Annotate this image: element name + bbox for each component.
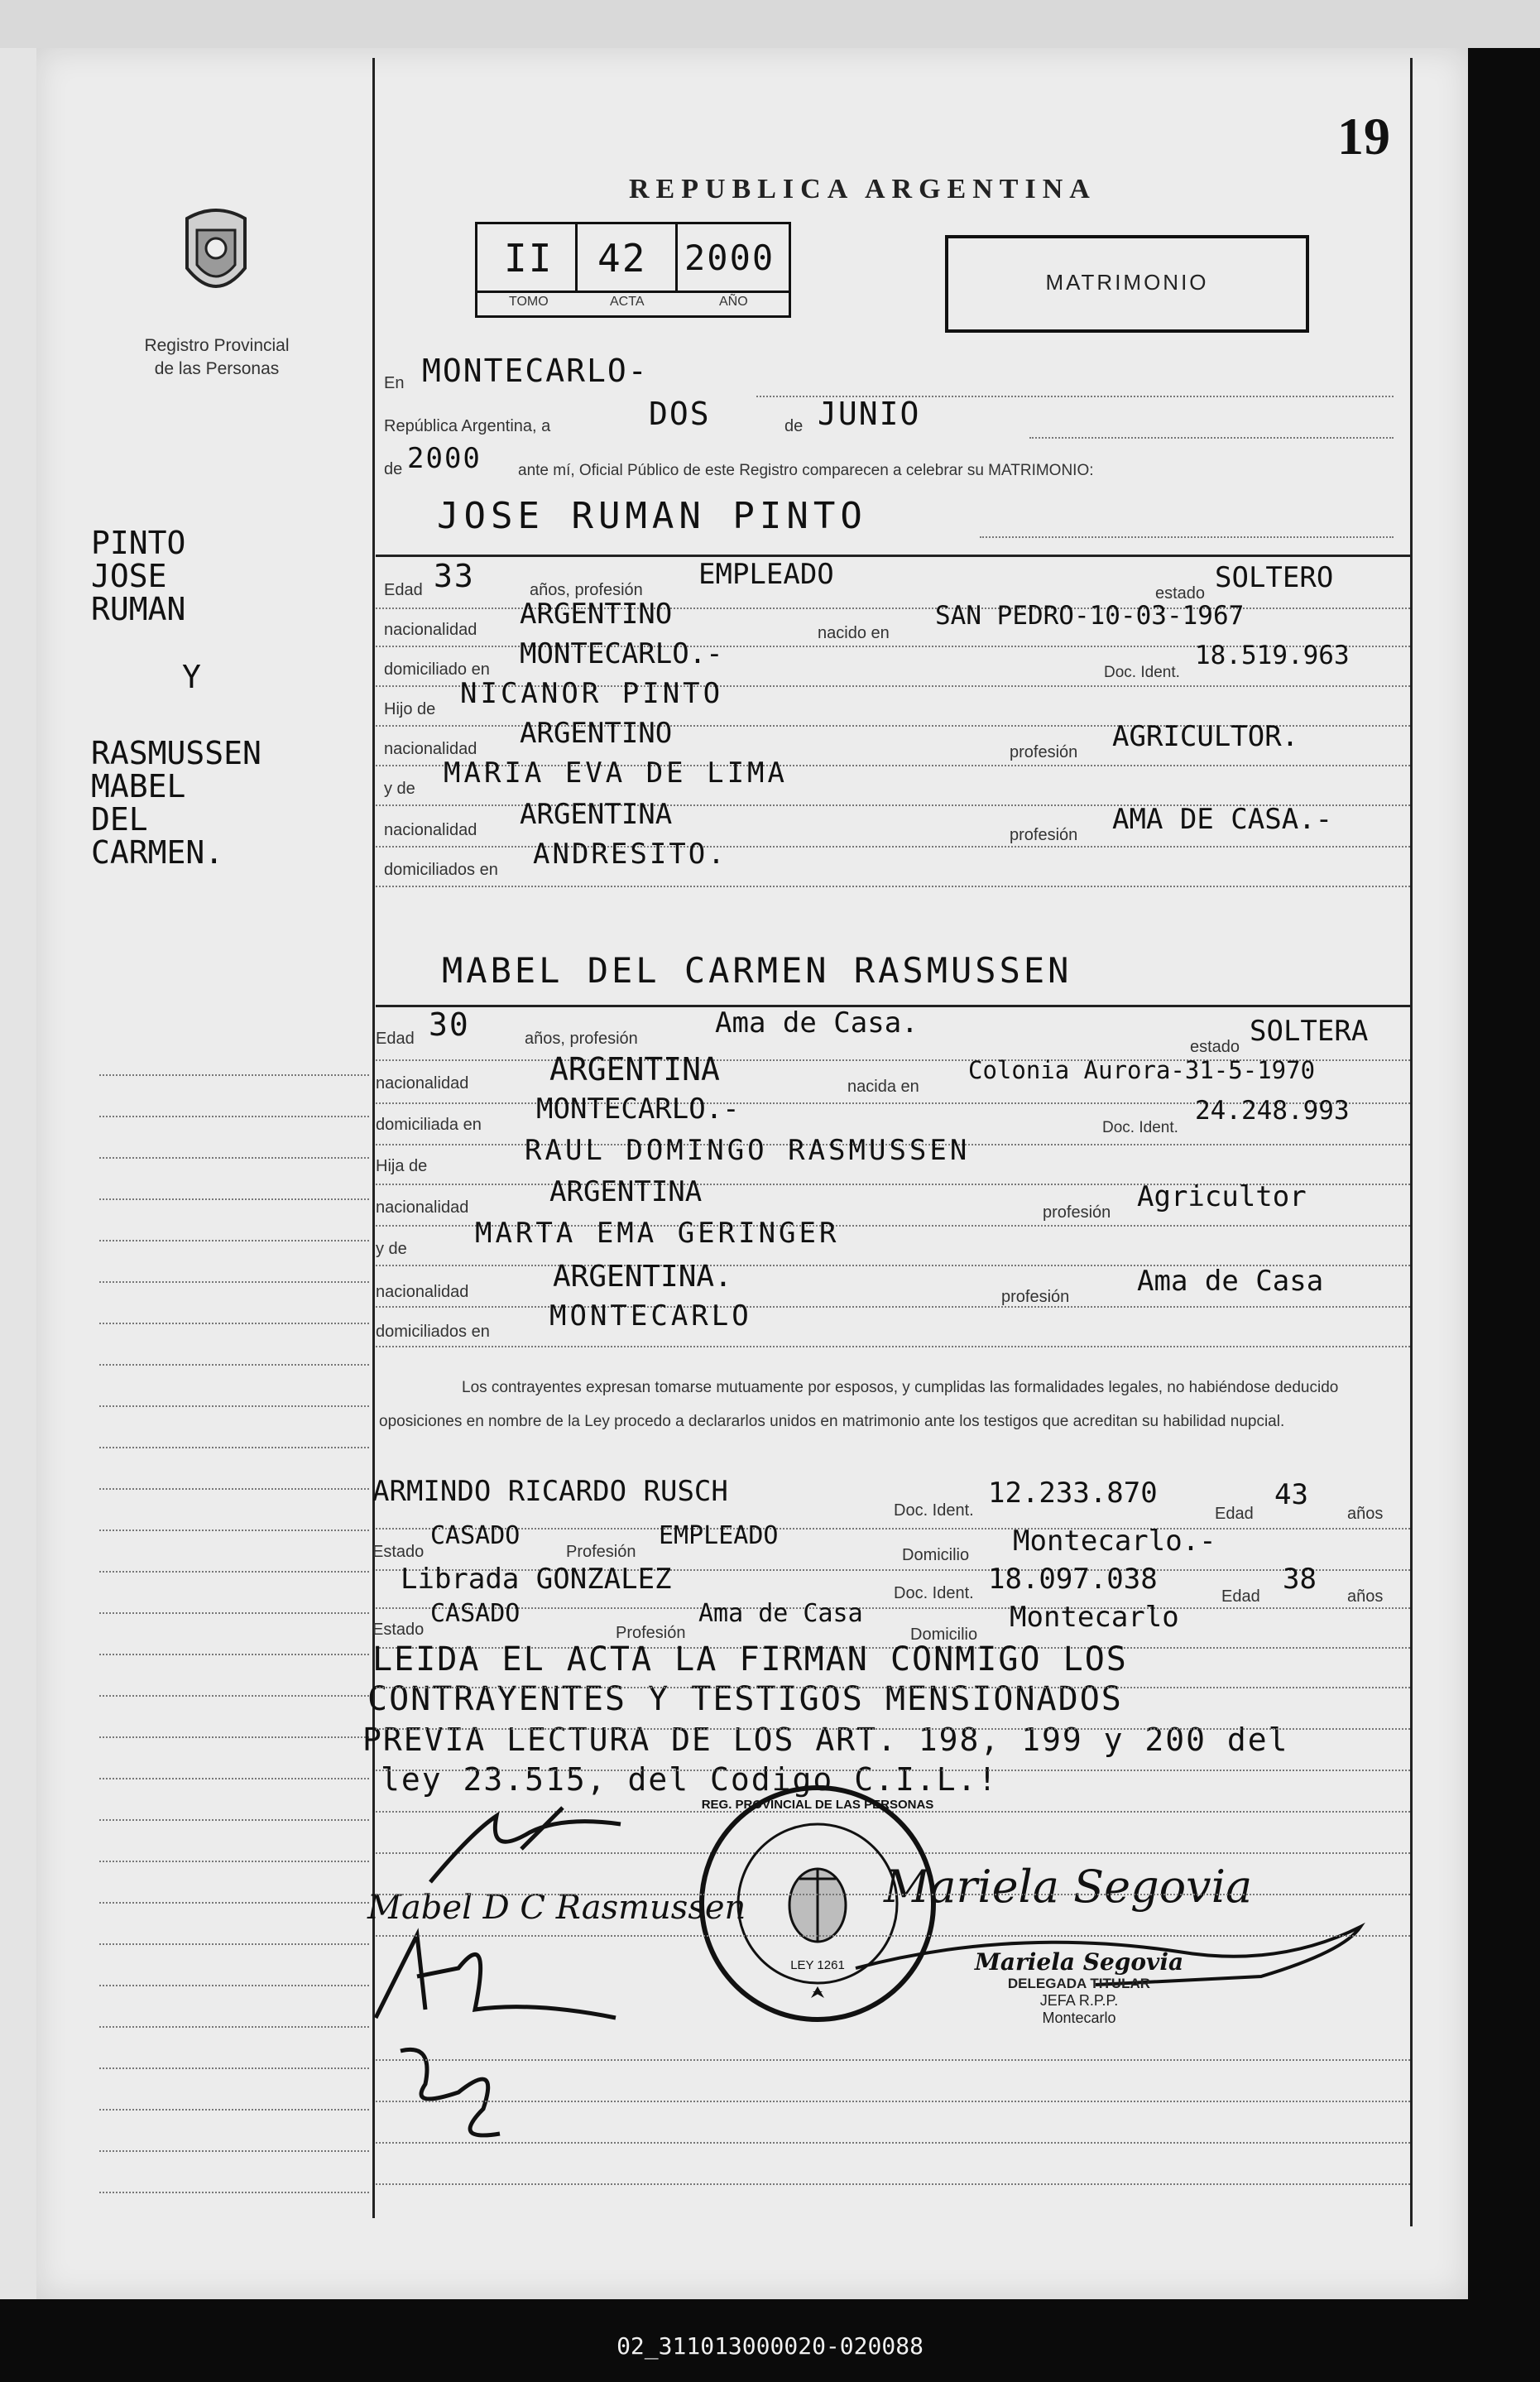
ano-label: AÑO: [719, 295, 748, 309]
witness2-domicilio-label: Domicilio: [910, 1626, 978, 1644]
bride-profesion-label: años, profesión: [525, 1030, 638, 1048]
officer-stamp: [905, 1948, 1253, 2027]
tomo-cell: [477, 224, 578, 291]
groom-doc: 18.519.963: [1195, 641, 1350, 670]
bride-estado: SOLTERA: [1250, 1015, 1369, 1048]
witness1-estado-label: Estado: [372, 1543, 425, 1561]
witness2-domicile: Montecarlo: [1010, 1601, 1179, 1634]
bride-father-profession-label: profesión: [1043, 1203, 1111, 1222]
witness2-edad-label: Edad: [1221, 1587, 1260, 1606]
witness1-edad-label: Edad: [1215, 1505, 1254, 1523]
background-top: [0, 0, 1540, 48]
intro-de-label: de: [784, 417, 804, 435]
acta-value: 42: [597, 236, 647, 281]
groom-profession: EMPLEADO: [698, 558, 834, 591]
witness2-age: 38: [1283, 1563, 1317, 1596]
bride-parents-domicile: MONTECARLO: [549, 1299, 752, 1333]
registry-org-line2: de las Personas: [154, 359, 280, 378]
witness1-signature: [367, 1910, 632, 2026]
side-groom-name2: RUMAN: [91, 591, 186, 627]
side-bride-name1: MABEL: [91, 768, 186, 804]
groom-mother-nationality: ARGENTINA: [520, 798, 673, 831]
intro-month: JUNIO: [818, 396, 921, 432]
closing-line-1: LEIDA EL ACTA LA FIRMAN CONMIGO LOS: [372, 1640, 1128, 1678]
register-page: [36, 48, 1468, 2299]
bride-doc-label: Doc. Ident.: [1102, 1119, 1178, 1136]
groom-father: NICANOR PINTO: [460, 677, 724, 710]
intro-statement: ante mí, Oficial Público de este Registro comparecen a celebrar su MATRIMONIO:: [518, 462, 1094, 479]
bride-father-nationality-label: nacionalidad: [376, 1198, 469, 1217]
tomo-label: TOMO: [509, 295, 549, 309]
registry-numbers-box: [475, 222, 791, 318]
witness2-doc-label: Doc. Ident.: [894, 1584, 974, 1602]
side-annotation: [91, 526, 261, 869]
side-bride-name3: CARMEN.: [91, 834, 224, 871]
witness2-name: Librada GONZALEZ: [401, 1563, 672, 1596]
bride-estado-label: estado: [1190, 1038, 1240, 1056]
groom-hijo-label: Hijo de: [384, 700, 436, 718]
bride-father: RAUL DOMINGO RASMUSSEN: [525, 1134, 971, 1167]
groom-domicile-label: domiciliado en: [384, 660, 490, 679]
witness1-age: 43: [1274, 1478, 1308, 1511]
side-bride-surname: RASMUSSEN: [91, 735, 261, 771]
act-type-box: [945, 235, 1309, 333]
witness1-domicile: Montecarlo.-: [1013, 1525, 1216, 1558]
groom-estado: SOLTERO: [1215, 561, 1334, 594]
bride-doc: 24.248.993: [1195, 1096, 1350, 1126]
registry-org-name: [119, 334, 314, 381]
groom-name: JOSE RUMAN PINTO: [437, 495, 867, 537]
closing-line-4: ley 23.515, del Codigo C.I.L.!: [381, 1761, 999, 1798]
tomo-value: II: [504, 236, 554, 281]
witness1-estado: CASADO: [430, 1521, 521, 1550]
country-title: REPUBLICA ARGENTINA: [629, 174, 1096, 204]
officer-stamp-name: Mariela Segovia: [974, 1948, 1184, 1976]
en-label: En: [384, 374, 405, 392]
groom-mother: MARIA EVA DE LIMA: [444, 756, 788, 790]
bride-profession: Ama de Casa.: [715, 1006, 919, 1040]
witness1-name: ARMINDO RICARDO RUSCH: [372, 1475, 728, 1508]
bride-edad-label: Edad: [376, 1030, 415, 1048]
groom-mother-profession-label: profesión: [1010, 826, 1078, 844]
bride-mother-profession: Ama de Casa: [1137, 1265, 1324, 1298]
closing-line-2: CONTRAYENTES Y TESTIGOS MENSIONADOS: [367, 1680, 1123, 1718]
witness1-domicilio-label: Domicilio: [902, 1546, 970, 1564]
side-bride-name2: DEL: [91, 801, 148, 838]
officer-stamp-line3: Montecarlo: [1042, 2010, 1116, 2026]
seal-inner-text: LEY 1261: [790, 1958, 845, 1972]
officer-stamp-line2: JEFA R.P.P.: [1039, 1992, 1119, 2009]
bride-mother-nationality-label: nacionalidad: [376, 1283, 469, 1301]
declaration-text: Los contrayentes expresan tomarse mutuamente por esposos, y cumplidas las formalidades legales, no habiéndose deducido oposiciones en nombre de la Ley procedo a declararlos unidos en matrimonio ante los testigos que acreditan su habilidad nupcial.: [379, 1379, 1339, 1430]
acta-cell: [578, 224, 678, 291]
groom-divider: [376, 555, 1412, 557]
groom-age: 33: [434, 558, 475, 594]
groom-nacido-label: nacido en: [818, 624, 890, 642]
intro-year: 2000: [407, 442, 482, 475]
act-type-label: MATRIMONIO: [1045, 270, 1209, 295]
bride-nationality: ARGENTINA: [549, 1051, 720, 1088]
bride-hija-label: Hija de: [376, 1157, 428, 1175]
witness1-profesion-label: Profesión: [566, 1543, 636, 1561]
witness2-profession: Ama de Casa: [698, 1599, 863, 1628]
bride-mother-nationality: ARGENTINA.: [553, 1260, 732, 1294]
acta-label: ACTA: [610, 295, 645, 309]
witness1-doc-label: Doc. Ident.: [894, 1501, 974, 1520]
republica-label: República Argentina, a: [384, 417, 551, 435]
witness2-anos-label: años: [1347, 1587, 1384, 1606]
groom-parents-domicile-label: domiciliados en: [384, 861, 498, 879]
bride-nacida-label: nacida en: [847, 1078, 919, 1096]
official-seal: [695, 1781, 940, 2026]
officer-stamp-line1: DELEGADA TITULAR: [1007, 1976, 1151, 1991]
closing-line-3: PREVIA LECTURA DE LOS ART. 198, 199 y 200 del: [362, 1722, 1289, 1758]
seal-ring: [695, 1781, 940, 2026]
witness2-doc: 18.097.038: [988, 1563, 1158, 1596]
intro-place: MONTECARLO-: [422, 353, 649, 389]
groom-estado-label: estado: [1155, 584, 1206, 603]
groom-profesion-label: años, profesión: [530, 581, 643, 599]
seal-ring-text: REG. PROVINCIAL DE LAS PERSONAS: [701, 1798, 934, 1812]
bride-age: 30: [429, 1006, 470, 1043]
groom-domicile: MONTECARLO.-: [520, 637, 723, 670]
coat-of-arms-emblem: [179, 202, 253, 305]
side-groom-surname: PINTO: [91, 525, 186, 561]
image-caption: 02_311013000020-020088: [616, 2332, 924, 2360]
groom-signature: [422, 1799, 670, 1890]
bride-mother-profession-label: profesión: [1001, 1288, 1070, 1306]
witness1-doc: 12.233.870: [988, 1477, 1158, 1510]
intro-day: DOS: [649, 396, 711, 432]
ano-value: 2000: [684, 238, 775, 278]
groom-father-nationality-label: nacionalidad: [384, 740, 477, 758]
bride-father-nationality: ARGENTINA: [549, 1175, 703, 1208]
officer-signature: Mariela Segovia: [884, 1861, 1253, 1913]
groom-doc-label: Doc. Ident.: [1104, 664, 1180, 681]
page-number: 19: [1337, 107, 1390, 166]
right-border-line: [1410, 58, 1413, 2226]
groom-mother-profession: AMA DE CASA.-: [1112, 803, 1333, 836]
groom-nationality: ARGENTINO: [520, 598, 673, 631]
groom-parents-domicile: ANDRESITO.: [533, 838, 727, 871]
bride-yde-label: y de: [376, 1240, 407, 1258]
bride-birth: Colonia Aurora-31-5-1970: [968, 1056, 1316, 1084]
witness1-anos-label: años: [1347, 1505, 1384, 1523]
bride-father-profession: Agricultor: [1137, 1180, 1307, 1213]
groom-father-nationality: ARGENTINO: [520, 717, 673, 750]
bride-nationality-label: nacionalidad: [376, 1074, 469, 1093]
registry-labels-row: [477, 291, 789, 318]
bride-signature: Mabel D C Rasmussen: [367, 1889, 746, 1927]
side-conjunction: Y: [182, 659, 201, 695]
background-left-page: [0, 48, 36, 2299]
groom-birth: SAN PEDRO-10-03-1967: [935, 601, 1245, 631]
bride-domicile-label: domiciliada en: [376, 1116, 482, 1134]
groom-yde-label: y de: [384, 780, 415, 798]
witness1-profession: EMPLEADO: [659, 1521, 779, 1550]
bride-domicile: MONTECARLO.-: [536, 1093, 740, 1126]
groom-father-profession: AGRICULTOR.: [1112, 720, 1299, 753]
witness2-signature: [384, 2034, 525, 2150]
registry-org-line1: Registro Provincial: [144, 336, 290, 355]
year-prefix-label: de: [384, 460, 403, 478]
bride-parents-domicile-label: domiciliados en: [376, 1323, 490, 1341]
bride-mother: MARTA EMA GERINGER: [475, 1217, 840, 1250]
witness2-profesion-label: Profesión: [616, 1624, 686, 1642]
bride-name: MABEL DEL CARMEN RASMUSSEN: [442, 950, 1072, 991]
groom-mother-nationality-label: nacionalidad: [384, 821, 477, 839]
groom-nationality-label: nacionalidad: [384, 621, 477, 639]
witness2-estado-label: Estado: [372, 1621, 425, 1639]
ano-cell: [678, 224, 789, 291]
witness2-estado: CASADO: [430, 1599, 521, 1628]
groom-father-profession-label: profesión: [1010, 743, 1078, 761]
groom-edad-label: Edad: [384, 581, 423, 599]
side-groom-name1: JOSE: [91, 558, 167, 594]
